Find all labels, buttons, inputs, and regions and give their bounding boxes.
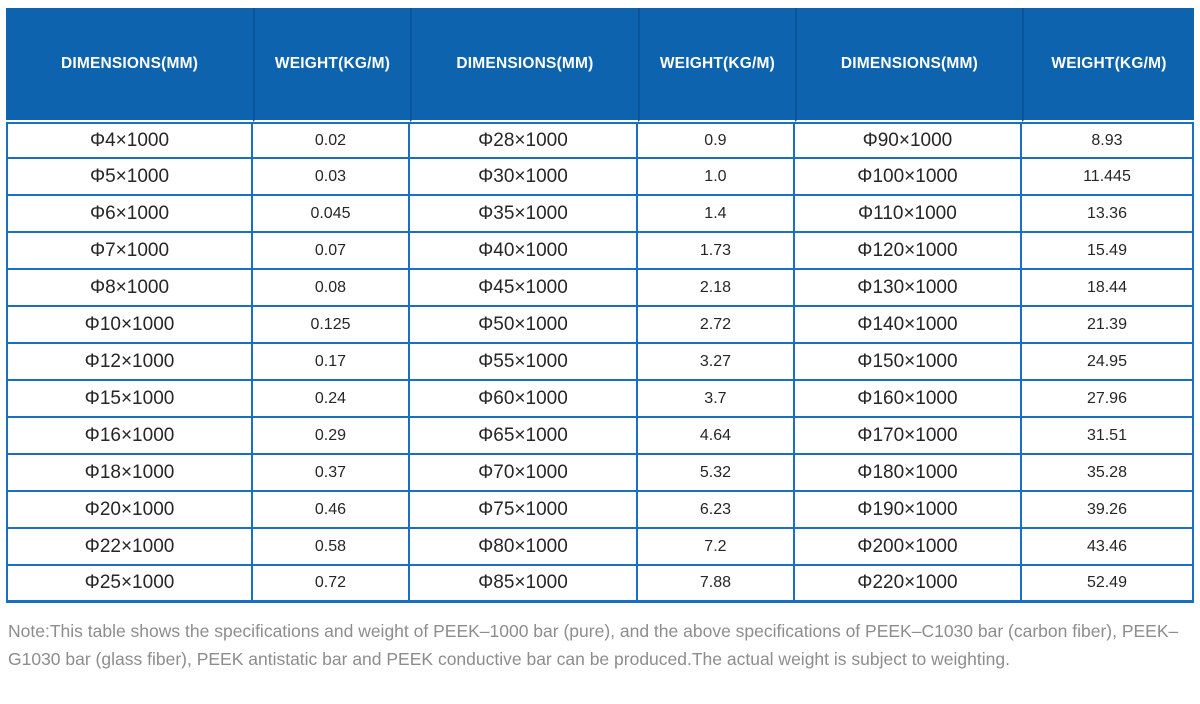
weight-cell: 31.51 [1022,418,1194,455]
dimension-cell: Φ130×1000 [795,270,1022,307]
spec-table-body [6,122,1194,603]
dimension-cell: Φ170×1000 [795,418,1022,455]
dimension-cell: Φ30×1000 [410,159,638,196]
dimension-cell: Φ28×1000 [410,122,638,159]
dimension-cell: Φ35×1000 [410,196,638,233]
dimension-cell: Φ100×1000 [795,159,1022,196]
dimension-cell: Φ6×1000 [6,196,253,233]
dimension-cell: Φ45×1000 [410,270,638,307]
dimension-cell: Φ10×1000 [6,307,253,344]
header-weight-1: WEIGHT(KG/M) [253,8,410,122]
table-row [6,233,1194,270]
dimension-cell: Φ55×1000 [410,344,638,381]
dimension-cell: Φ85×1000 [410,566,638,603]
dimension-cell: Φ65×1000 [410,418,638,455]
table-row [6,196,1194,233]
table-row [6,381,1194,418]
weight-cell: 0.24 [253,381,410,418]
header-row [6,8,1194,122]
dimension-cell: Φ50×1000 [410,307,638,344]
weight-cell: 3.7 [638,381,795,418]
dimension-cell: Φ75×1000 [410,492,638,529]
dimension-cell: Φ220×1000 [795,566,1022,603]
weight-cell: 4.64 [638,418,795,455]
weight-cell: 5.32 [638,455,795,492]
page [6,8,1194,673]
weight-cell: 0.17 [253,344,410,381]
dimension-cell: Φ8×1000 [6,270,253,307]
weight-cell: 6.23 [638,492,795,529]
table-row [6,159,1194,196]
dimension-cell: Φ15×1000 [6,381,253,418]
dimension-cell: Φ22×1000 [6,529,253,566]
weight-cell: 0.72 [253,566,410,603]
table-row [6,344,1194,381]
weight-cell: 0.29 [253,418,410,455]
dimension-cell: Φ190×1000 [795,492,1022,529]
weight-cell: 2.18 [638,270,795,307]
weight-cell: 0.58 [253,529,410,566]
weight-cell: 8.93 [1022,122,1194,159]
table-note: Note:This table shows the specifications and weight of PEEK–1000 bar (pure), and the above specifications of PEEK–C1030 bar (carbon fiber), PEEK–G1030 bar (glass fiber), PEEK antistatic bar and PEEK conductive bar can be produced.The actual weight is subject to weighting. [8,621,1179,669]
dimension-cell: Φ120×1000 [795,233,1022,270]
dimension-cell: Φ4×1000 [6,122,253,159]
weight-cell: 18.44 [1022,270,1194,307]
dimension-cell: Φ80×1000 [410,529,638,566]
table-row [6,270,1194,307]
weight-cell: 0.02 [253,122,410,159]
header-weight-2: WEIGHT(KG/M) [638,8,795,122]
dimension-cell: Φ25×1000 [6,566,253,603]
dimension-cell: Φ200×1000 [795,529,1022,566]
weight-cell: 0.045 [253,196,410,233]
weight-cell: 39.26 [1022,492,1194,529]
dimension-cell: Φ110×1000 [795,196,1022,233]
weight-cell: 1.4 [638,196,795,233]
spec-table [6,8,1194,603]
dimension-cell: Φ70×1000 [410,455,638,492]
weight-cell: 0.125 [253,307,410,344]
weight-cell: 0.9 [638,122,795,159]
dimension-cell: Φ180×1000 [795,455,1022,492]
spec-table-header [6,8,1194,122]
dimension-cell: Φ7×1000 [6,233,253,270]
weight-cell: 13.36 [1022,196,1194,233]
weight-cell: 1.73 [638,233,795,270]
weight-cell: 3.27 [638,344,795,381]
weight-cell: 0.37 [253,455,410,492]
weight-cell: 11.445 [1022,159,1194,196]
weight-cell: 1.0 [638,159,795,196]
table-row [6,566,1194,603]
table-row [6,455,1194,492]
weight-cell: 0.07 [253,233,410,270]
dimension-cell: Φ60×1000 [410,381,638,418]
table-row [6,529,1194,566]
weight-cell: 27.96 [1022,381,1194,418]
table-row [6,122,1194,159]
weight-cell: 43.46 [1022,529,1194,566]
header-dimensions-2: DIMENSIONS(MM) [410,8,638,122]
dimension-cell: Φ160×1000 [795,381,1022,418]
weight-cell: 21.39 [1022,307,1194,344]
header-dimensions-3: DIMENSIONS(MM) [795,8,1022,122]
weight-cell: 0.08 [253,270,410,307]
table-row [6,492,1194,529]
weight-cell: 15.49 [1022,233,1194,270]
table-row [6,418,1194,455]
table-row [6,307,1194,344]
dimension-cell: Φ12×1000 [6,344,253,381]
header-dimensions-1: DIMENSIONS(MM) [6,8,253,122]
dimension-cell: Φ5×1000 [6,159,253,196]
dimension-cell: Φ90×1000 [795,122,1022,159]
dimension-cell: Φ20×1000 [6,492,253,529]
header-weight-3: WEIGHT(KG/M) [1022,8,1194,122]
dimension-cell: Φ140×1000 [795,307,1022,344]
weight-cell: 52.49 [1022,566,1194,603]
dimension-cell: Φ18×1000 [6,455,253,492]
weight-cell: 0.46 [253,492,410,529]
weight-cell: 24.95 [1022,344,1194,381]
weight-cell: 7.2 [638,529,795,566]
weight-cell: 2.72 [638,307,795,344]
weight-cell: 7.88 [638,566,795,603]
weight-cell: 35.28 [1022,455,1194,492]
dimension-cell: Φ16×1000 [6,418,253,455]
weight-cell: 0.03 [253,159,410,196]
dimension-cell: Φ40×1000 [410,233,638,270]
dimension-cell: Φ150×1000 [795,344,1022,381]
